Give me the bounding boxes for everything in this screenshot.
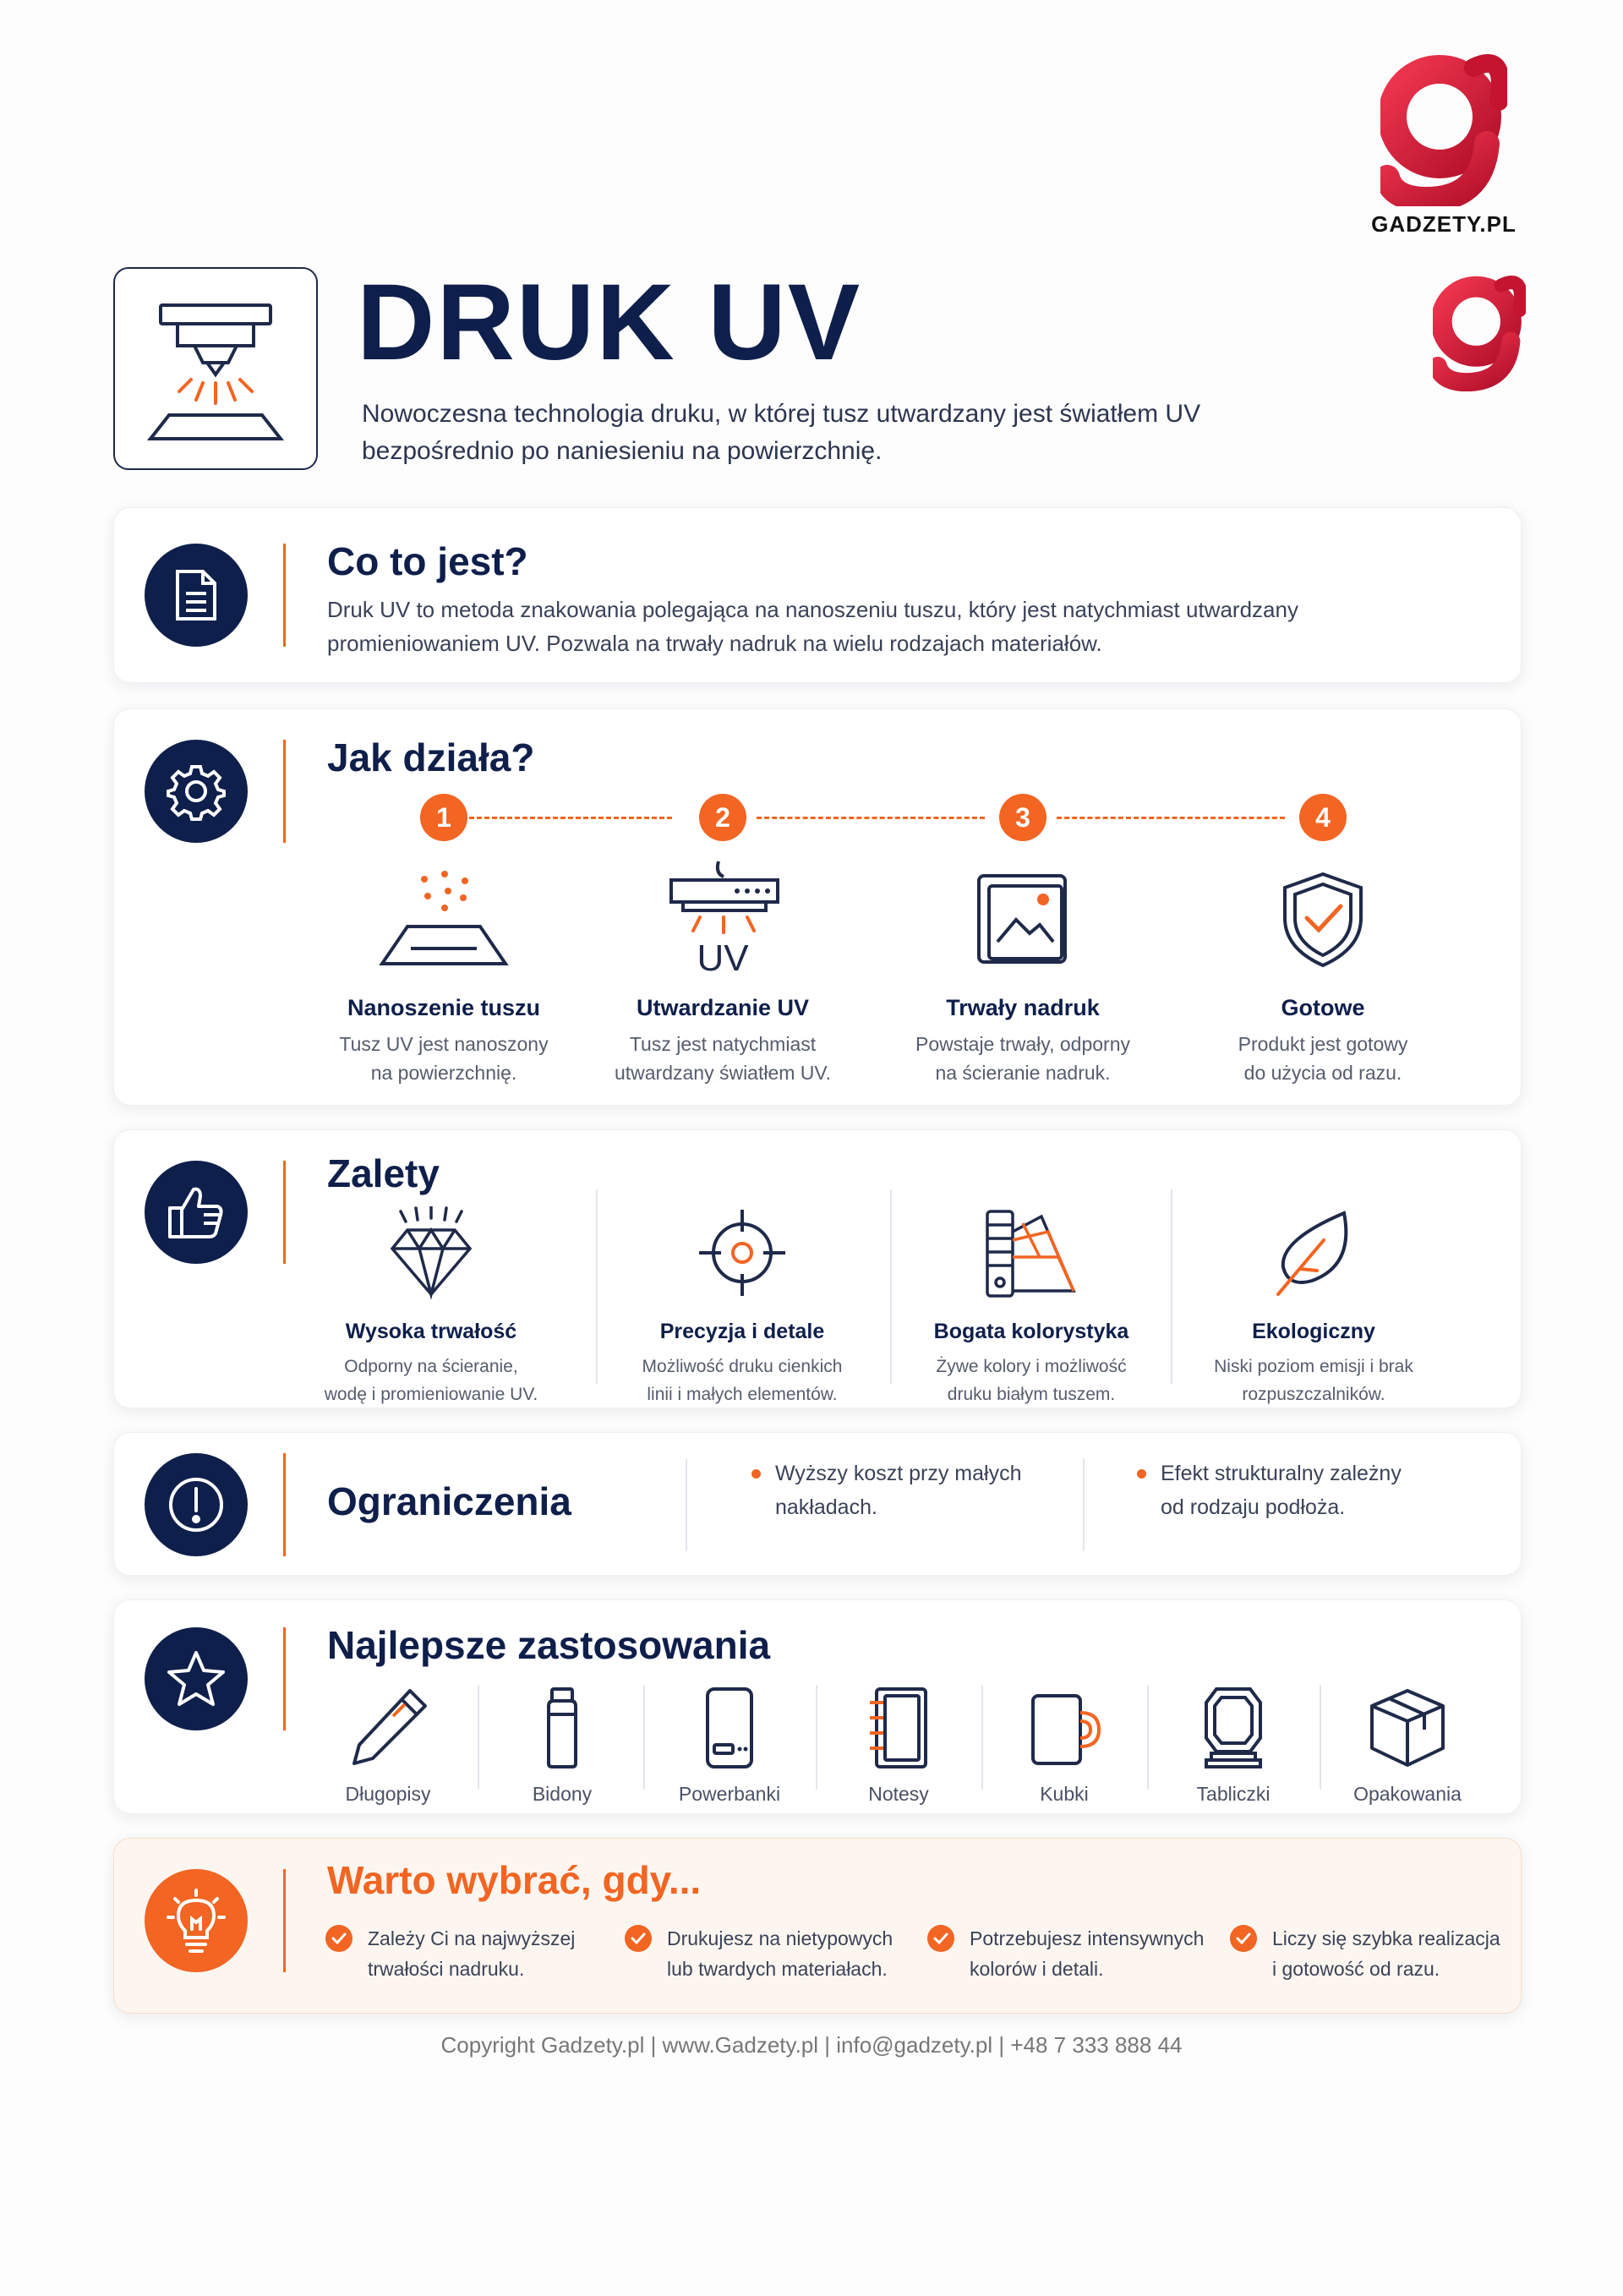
step-3 bbox=[888, 794, 1158, 1087]
advantage-title: Precyzja i detale bbox=[659, 1320, 825, 1343]
advantage-item bbox=[292, 1198, 571, 1408]
application-label: Powerbanki bbox=[678, 1783, 781, 1805]
card-applications bbox=[113, 1599, 1522, 1814]
card-title: Warto wybrać, gdy... bbox=[327, 1858, 702, 1902]
shield-check-icon bbox=[1276, 869, 1369, 970]
leaf-icon bbox=[1271, 1206, 1356, 1299]
bullet-dot bbox=[1137, 1469, 1146, 1479]
step-4 bbox=[1188, 794, 1458, 1087]
step-number: 2 bbox=[699, 794, 746, 841]
card-accent-bar bbox=[283, 1161, 286, 1264]
card-accent-bar bbox=[283, 740, 286, 843]
plaque-icon bbox=[1199, 1686, 1267, 1770]
uv-printer-illustration bbox=[113, 267, 318, 470]
card-accent-bar bbox=[283, 1869, 286, 1972]
lightbulb-icon bbox=[167, 1889, 226, 1953]
advantage-description: Odporny na ścieranie, wodę i promieniowanie UV. bbox=[324, 1357, 538, 1404]
step-title: Nanoszenie tuszu bbox=[347, 995, 541, 1020]
application-item bbox=[1157, 1681, 1309, 1806]
application-label: Opakowania bbox=[1353, 1783, 1462, 1805]
uv-label: UV bbox=[697, 938, 749, 979]
column-separator bbox=[478, 1685, 479, 1790]
step-title: Utwardzanie UV bbox=[636, 995, 810, 1020]
check-icon bbox=[625, 1925, 652, 1952]
card-what-is-it bbox=[113, 507, 1522, 683]
limitation-item: Efekt strukturalny zależny od rodzaju podłoża. bbox=[1161, 1457, 1482, 1524]
card-title: Co to jest? bbox=[327, 539, 528, 583]
application-item bbox=[988, 1681, 1140, 1806]
card-icon-circle bbox=[145, 1627, 248, 1730]
limitation-item: Wyższy koszt przy małych nakładach. bbox=[775, 1457, 1096, 1524]
step-number: 4 bbox=[1299, 794, 1347, 841]
brand-logo[interactable] bbox=[1368, 51, 1520, 238]
column-separator bbox=[816, 1685, 817, 1790]
card-title: Ograniczenia bbox=[327, 1479, 571, 1523]
reason-item: Potrzebujesz intensywnych kolorów i detali. bbox=[927, 1923, 1206, 1984]
card-icon-circle bbox=[145, 1453, 248, 1556]
advantage-description: Żywe kolory i możliwość druku białym tuszem. bbox=[936, 1357, 1127, 1404]
step-number: 3 bbox=[999, 794, 1046, 841]
card-limitations bbox=[113, 1432, 1522, 1576]
uv-printer-icon bbox=[135, 288, 296, 449]
advantage-item bbox=[1174, 1198, 1453, 1408]
column-separator bbox=[1147, 1685, 1149, 1790]
brand-name: GADZETY.PL bbox=[1371, 211, 1516, 237]
brand-logo-icon bbox=[1380, 51, 1507, 206]
document-icon bbox=[172, 568, 220, 622]
application-item bbox=[653, 1681, 806, 1806]
card-text: Druk UV to metoda znakowania polegająca na nanoszeniu tuszu, który jest natychmiast utwardzany promieniowaniem UV. Pozwala na trwały nadruk na wielu rodzajach materiałów. bbox=[327, 597, 1298, 656]
check-icon bbox=[1230, 1925, 1257, 1952]
card-title: Jak działa? bbox=[327, 735, 535, 779]
bottle-icon bbox=[537, 1686, 587, 1770]
pen-icon bbox=[346, 1686, 430, 1770]
step-description: Produkt jest gotowy do użycia od razu. bbox=[1238, 1033, 1408, 1084]
diamond-icon bbox=[389, 1206, 473, 1299]
step-1 bbox=[309, 794, 579, 1087]
reason-item: Zależy Ci na najwyższej trwałości nadruku. bbox=[325, 1923, 604, 1984]
advantage-description: Niski poziom emisji i brak rozpuszczalników. bbox=[1214, 1357, 1413, 1404]
advantage-title: Ekologiczny bbox=[1252, 1320, 1375, 1343]
star-icon bbox=[167, 1649, 226, 1708]
advantage-item bbox=[603, 1198, 882, 1408]
brand-logo-small-icon bbox=[1433, 269, 1526, 391]
application-item bbox=[486, 1681, 638, 1806]
picture-icon bbox=[972, 869, 1074, 970]
thumbs-up-icon bbox=[167, 1183, 226, 1242]
application-label: Długopisy bbox=[345, 1783, 431, 1805]
mug-icon bbox=[1026, 1686, 1102, 1770]
powerbank-icon bbox=[702, 1686, 757, 1770]
exclamation-icon bbox=[167, 1475, 226, 1534]
check-icon bbox=[927, 1925, 954, 1952]
step-title: Trwały nadruk bbox=[946, 995, 1100, 1020]
target-icon bbox=[696, 1206, 789, 1299]
card-title: Zalety bbox=[327, 1151, 440, 1195]
reason-item: Liczy się szybka realizacja i gotowość od razu. bbox=[1230, 1923, 1509, 1984]
card-when-to-choose bbox=[113, 1838, 1522, 2014]
card-accent-bar bbox=[283, 1627, 286, 1730]
step-description: Powstaje trwały, odporny na ścieranie nadruk. bbox=[915, 1033, 1130, 1084]
card-how-it-works bbox=[113, 708, 1522, 1106]
ink-drop-icon bbox=[372, 869, 516, 970]
notebook-icon bbox=[866, 1686, 931, 1770]
card-icon-circle bbox=[145, 1869, 248, 1972]
card-accent-bar bbox=[283, 544, 286, 647]
step-number: 1 bbox=[420, 794, 467, 841]
process-steps bbox=[300, 794, 1484, 1084]
column-separator bbox=[981, 1685, 983, 1790]
gear-icon bbox=[167, 762, 226, 821]
bullet-dot bbox=[751, 1469, 761, 1479]
application-label: Bidony bbox=[532, 1783, 593, 1805]
page-subtitle: Nowoczesna technologia druku, w której tusz utwardzany jest światłem UV bezpośrednio po naniesieniu na powierzchnię. bbox=[362, 400, 1201, 465]
column-separator bbox=[1320, 1685, 1321, 1790]
box-icon bbox=[1365, 1686, 1450, 1770]
card-accent-bar bbox=[283, 1453, 286, 1556]
page-title: DRUK UV bbox=[357, 262, 862, 383]
card-advantages bbox=[113, 1129, 1522, 1408]
step-2 bbox=[587, 794, 858, 1087]
brand-logo-small bbox=[1433, 269, 1526, 396]
check-icon bbox=[325, 1925, 352, 1952]
application-label: Tabliczki bbox=[1196, 1783, 1271, 1805]
application-item bbox=[312, 1681, 464, 1806]
reason-item: Drukujesz na nietypowych lub twardych materiałach. bbox=[625, 1923, 904, 1984]
application-item bbox=[1331, 1681, 1484, 1806]
column-separator bbox=[686, 1458, 687, 1551]
card-icon-circle bbox=[145, 740, 248, 843]
card-icon-circle bbox=[145, 544, 248, 647]
card-icon-circle bbox=[145, 1161, 248, 1264]
application-label: Kubki bbox=[1040, 1783, 1089, 1805]
step-description: Tusz jest natychmiast utwardzany światłem UV. bbox=[614, 1033, 832, 1084]
color-palette-icon bbox=[981, 1206, 1082, 1299]
step-description: Tusz UV jest nanoszony na powierzchnię. bbox=[339, 1033, 549, 1084]
application-item bbox=[822, 1681, 975, 1806]
column-separator bbox=[643, 1685, 645, 1790]
footer-copyright: Copyright Gadzety.pl | www.Gadzety.pl | info@gadzety.pl | +48 7 333 888 44 bbox=[440, 2032, 1183, 2058]
advantage-item bbox=[892, 1198, 1171, 1408]
card-title: Najlepsze zastosowania bbox=[327, 1623, 771, 1667]
column-separator bbox=[1171, 1189, 1172, 1384]
advantage-title: Wysoka trwałość bbox=[345, 1320, 517, 1343]
column-separator bbox=[596, 1189, 598, 1384]
advantage-description: Możliwość druku cienkich linii i małych elementów. bbox=[642, 1357, 843, 1404]
application-label: Notesy bbox=[868, 1783, 929, 1805]
step-title: Gotowe bbox=[1281, 995, 1365, 1020]
advantage-title: Bogata kolorystyka bbox=[933, 1320, 1129, 1343]
